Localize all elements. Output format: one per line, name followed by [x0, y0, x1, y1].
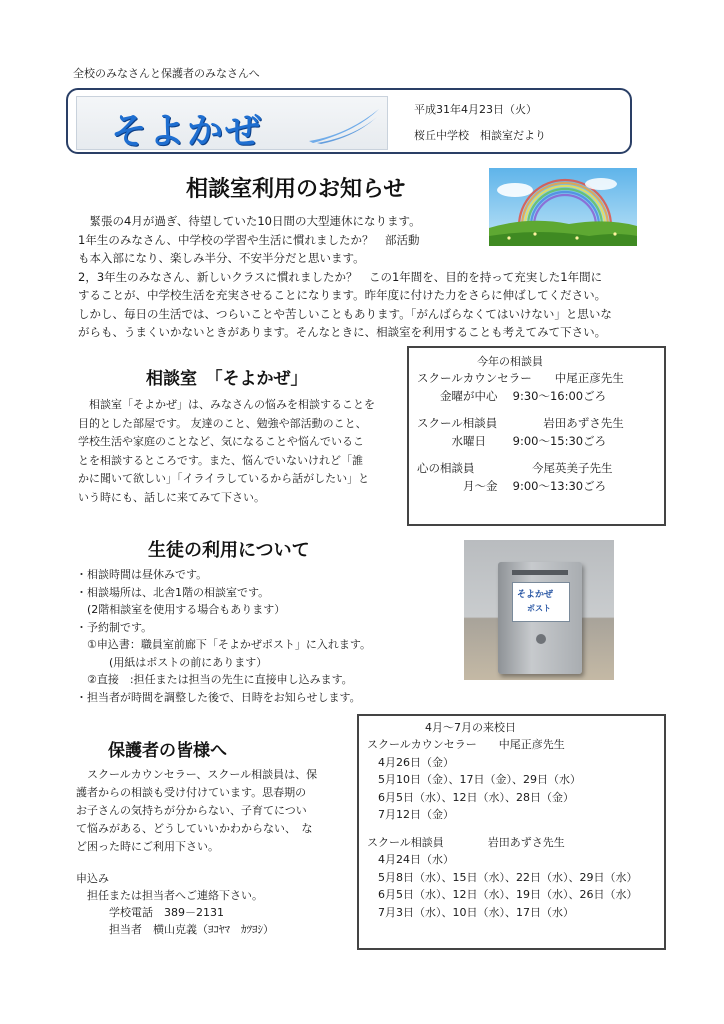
wind-swoosh-icon	[307, 105, 381, 145]
schedule-line: 7月12日（金）	[367, 808, 454, 821]
room-line: かに聞いて欲しい」「イライラしているから話がしたい」と	[78, 472, 370, 485]
postbox-label	[512, 582, 570, 622]
postbox-label-text: そよかぜ	[517, 590, 554, 600]
audience-line: 全校のみなさんと保護者のみなさんへ	[73, 67, 260, 80]
counselor-line: 月～金 9:00～13:30ごろ	[417, 478, 607, 493]
intro-line: 1年生のみなさん、中学校の学習や生活に慣れましたか？ 部活動	[78, 232, 420, 247]
student-use-heading: 生徒の利用について	[148, 540, 310, 561]
schedule-line: 7月3日（水）、10日（水）、17日（水）	[367, 905, 574, 919]
guardians-line: て悩みがある、どうしていいかわからない、 な	[76, 822, 313, 835]
issue-date: 平成31年4月23日（火）	[414, 103, 537, 116]
intro-heading: 相談室利用のお知らせ	[186, 177, 406, 202]
postbox-lock	[536, 634, 546, 644]
application-line: 申込み	[76, 872, 109, 885]
student-use-line: ・担当者が時間を調整した後で、日時をお知らせします。	[76, 690, 361, 704]
room-line: とを相談するところです。また、悩んでいないけれど「誰	[78, 453, 364, 467]
banner-title-panel	[76, 96, 388, 150]
counselors-box	[407, 346, 666, 526]
intro-line: も本入部になり、楽しみ半分、不安半分だと思います。	[78, 251, 365, 265]
guardians-heading: 保護者の皆様へ	[108, 741, 227, 761]
student-use-line: ①申込書：職員室前廊下「そよかぜポスト」に入れます。	[76, 638, 371, 651]
schedule-line: 6月5日（水）、12日（水）、28日（金）	[367, 790, 574, 804]
postbox-body	[498, 562, 582, 674]
schedule-line: 5月10日（金）、17日（金）、29日（水）	[367, 773, 581, 786]
postbox-label-text: ポスト	[527, 604, 551, 613]
room-paragraph	[78, 396, 375, 507]
guardians-line: 護者からの相談も受け付けています。思春期の	[76, 786, 307, 799]
intro-line: することが、中学校生活を充実させることになります。昨年度に付けた力をさらに伸ばしてください。	[78, 288, 607, 302]
intro-line: 2，3年生のみなさん、新しいクラスに慣れましたか？ この1年間を、目的を持って充実した1年間に	[78, 269, 603, 284]
schedule-line: 5月8日（水）、15日（水）、22日（水）、29日（水）	[367, 870, 638, 884]
counselor-line: 心の相談員 今尾英美子先生	[417, 461, 613, 475]
counselors-box-title: 今年の相談員	[477, 355, 543, 368]
schedule-line	[367, 824, 656, 834]
student-use-line: (用紙はポストの前にあります）	[76, 655, 268, 669]
guardians-line: スクールカウンセラー、スクール相談員は、保	[76, 768, 318, 781]
student-use-line: ・相談時間は昼休みです。	[76, 568, 208, 581]
student-use-line: ・相談場所は、北舎1階の相談室です。	[76, 585, 270, 599]
contact-person: 担当者 横山克義（ﾖｺﾔﾏ ｶﾂﾖｼ）	[76, 923, 274, 936]
room-line: 相談室「そよかぜ」は、みなさんの悩みを相談することを	[78, 398, 375, 411]
student-use-list	[76, 566, 371, 706]
postbox-slot	[512, 570, 568, 575]
guardians-line: ど困った時にご利用下さい。	[76, 840, 219, 853]
application-info	[76, 870, 274, 938]
intro-line: がらも、うまくいかないときがあります。そんなときに、相談室を利用することも考えてみて下さい。	[78, 325, 607, 339]
newsletter-banner	[66, 88, 632, 154]
newsletter-title: そよかぜ	[111, 111, 264, 152]
room-line: 学校生活や家庭のことなど、気になることや悩んでいるこ	[78, 435, 364, 448]
counselor-line: スクールカウンセラー 中尾正彦先生	[417, 371, 624, 385]
application-line: 担任または担当者へご連絡下さい。	[76, 889, 263, 902]
student-use-line: (2階相談室を使用する場合もあります）	[76, 603, 286, 616]
room-line: 目的とした部屋です。 友達のこと、勉強や部活動のこと、	[78, 416, 367, 430]
guardians-paragraph	[76, 766, 317, 856]
schedule-box	[357, 714, 666, 950]
room-heading: 相談室 「そよかぜ」	[146, 369, 308, 389]
intro-paragraph	[78, 212, 612, 342]
counselor-line	[417, 405, 656, 415]
school-phone: 学校電話 389－2131	[76, 906, 224, 919]
counselor-line: 水曜日 9:00～15:30ごろ	[417, 433, 607, 448]
counselor-line	[417, 450, 656, 460]
student-use-line: ②直接 :担任または担当の先生に直接申し込みます。	[76, 673, 353, 686]
counselor-line: 金曜が中心 9:30～16:00ごろ	[417, 388, 607, 403]
publisher: 桜丘中学校 相談室だより	[414, 129, 546, 142]
schedule-line: スクール相談員 岩田あずさ先生	[367, 835, 565, 849]
schedule-line: 4月26日（金）	[367, 755, 454, 769]
intro-line: 緊張の4月が過ぎ、待望していた10日間の大型連休になります。	[78, 214, 421, 228]
room-line: いう時にも、話しに来てみて下さい。	[78, 490, 265, 504]
schedule-line: スクールカウンセラー 中尾正彦先生	[367, 738, 565, 751]
schedule-box-title: 4月～7月の来校日	[425, 721, 516, 734]
guardians-line: お子さんの気持ちが分からない、子育てについ	[76, 804, 307, 817]
intro-line: しかし、毎日の生活では、つらいことや苦しいこともあります。「がんばらなくてはいけない」と思いな	[78, 306, 612, 321]
schedule-list	[367, 736, 656, 921]
counselors-list	[417, 370, 656, 495]
postbox-photo	[464, 540, 614, 680]
student-use-line: ・予約制です。	[76, 620, 153, 634]
schedule-line: 4月24日（水）	[367, 853, 454, 866]
schedule-line: 6月5日（水）、12日（水）、19日（水）、26日（水）	[367, 888, 638, 901]
counselor-line: スクール相談員 岩田あずさ先生	[417, 416, 624, 430]
